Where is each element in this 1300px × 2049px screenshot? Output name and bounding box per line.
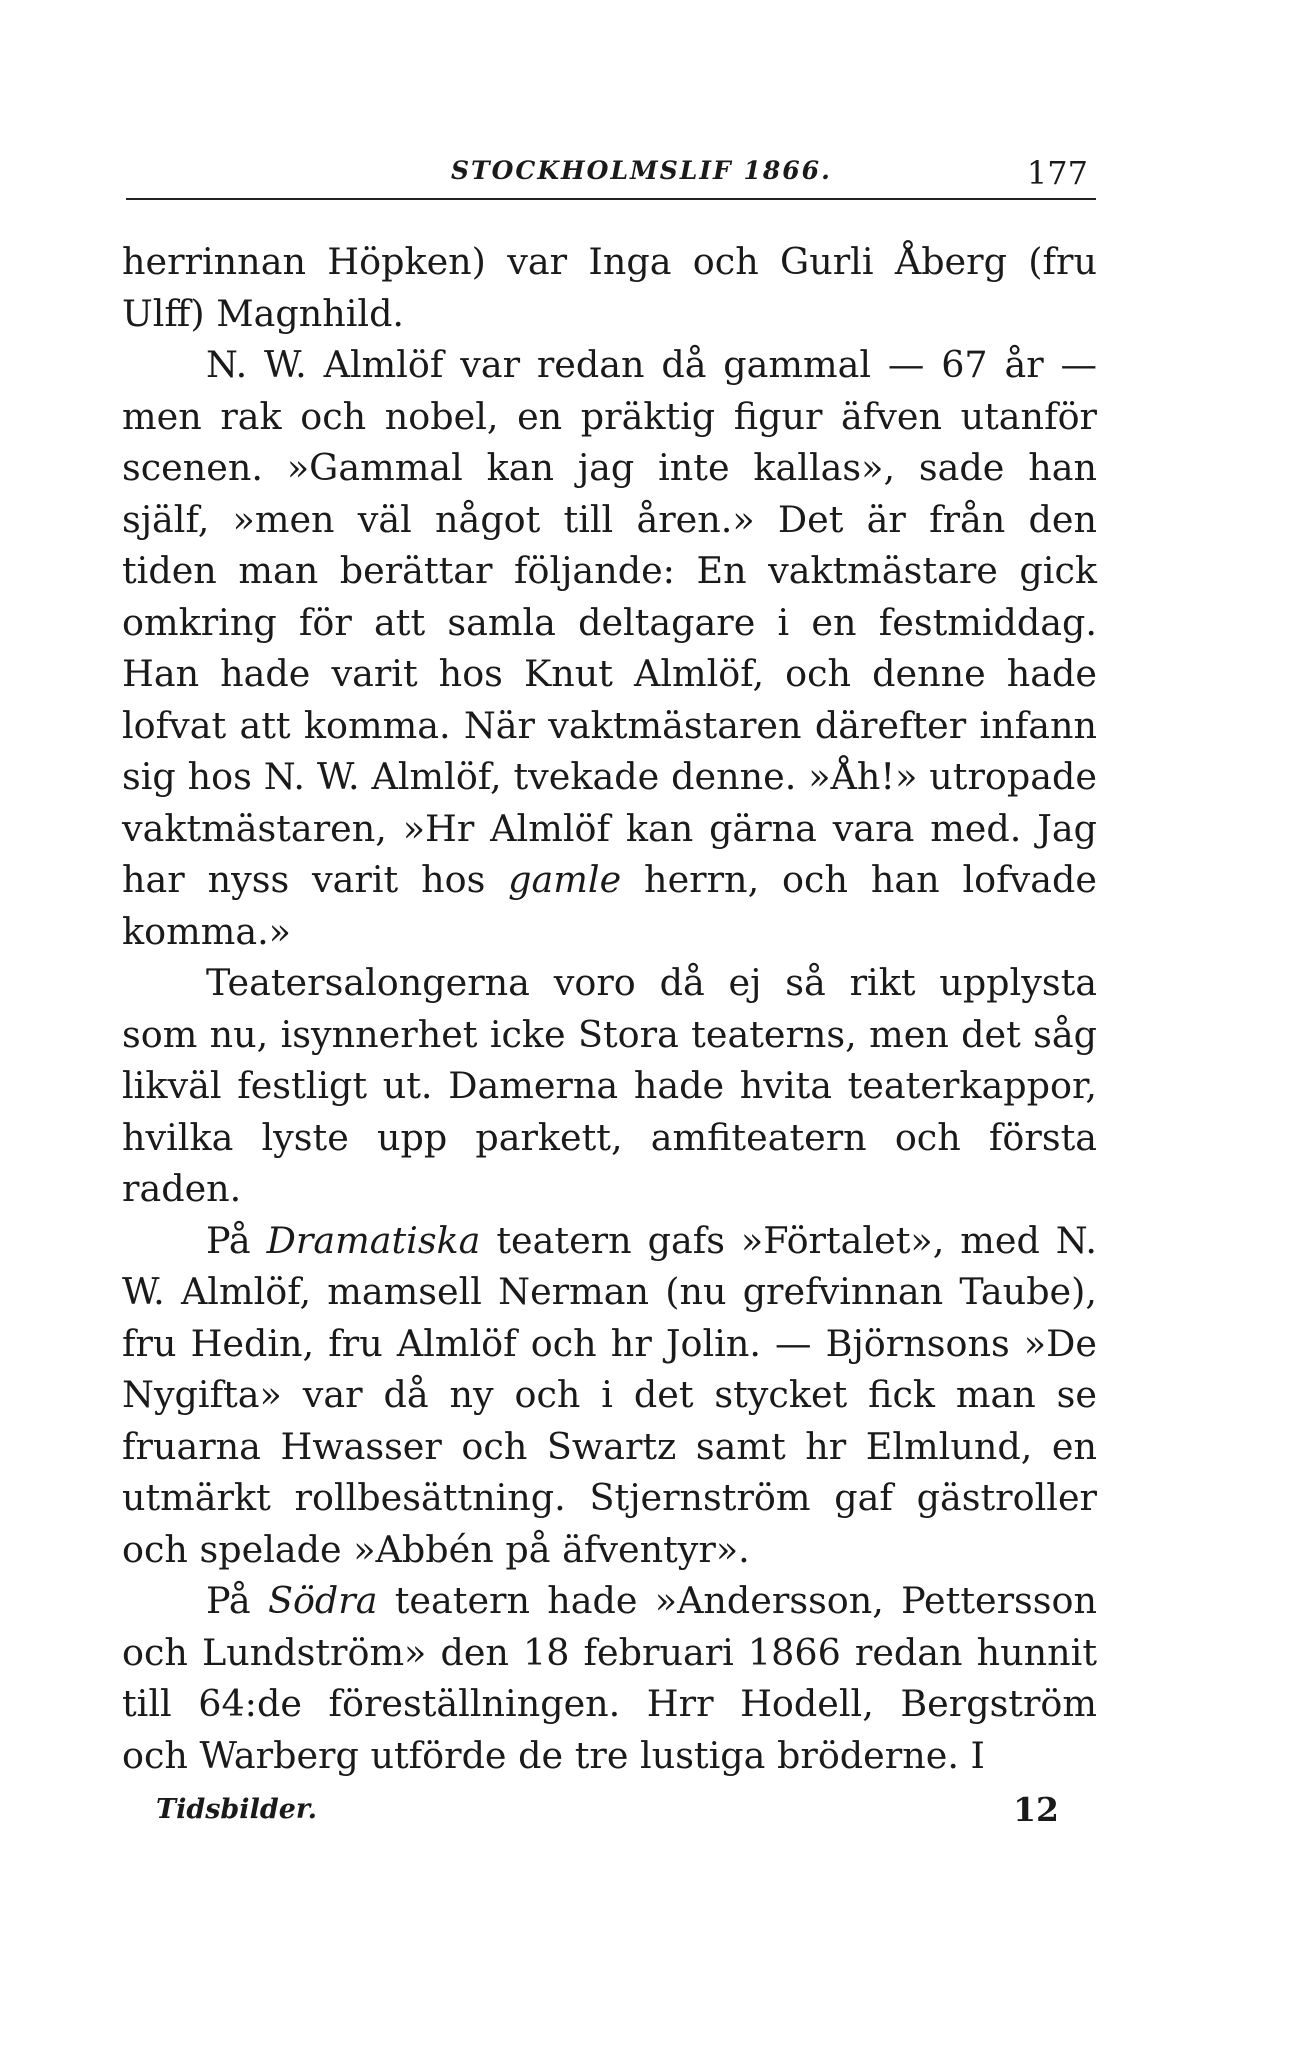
page-number: 177 <box>1026 154 1088 192</box>
gathering-number: 12 <box>1013 1790 1059 1829</box>
page-footer <box>156 1790 1071 1844</box>
header-rule <box>126 198 1096 200</box>
paragraph-1 <box>122 236 1097 339</box>
body-text <box>122 236 1097 1781</box>
paragraph-2-text-start: N. W. Almlöf var redan då gammal — 67 år — men rak och nobel, en präktig figur äfven utanför scenen. »Gammal kan jag inte kallas», sade han själf, »men väl något till åren.» Det är från den tiden man berättar följande: En vaktmästare gick omkring för att samla deltagare i en festmiddag. Han hade varit hos Knut Almlöf, och denne hade lofvat att komma. När vaktmästaren därefter infann sig hos N. W. Almlöf, tvekade denne. »Åh!» utropade vaktmästaren, »Hr Almlöf kan gärna vara med. Jag har nyss varit hos <box>122 343 1097 901</box>
paragraph-3 <box>122 957 1097 1215</box>
paragraph-2-text-end: herrn, och han lofvade komma.» <box>122 858 1097 953</box>
paragraph-5-text-start: På <box>206 1579 268 1622</box>
paragraph-1-text: herrinnan Höpken) var Inga och Gurli Åberg (fru Ulff) Magnhild. <box>122 240 1097 335</box>
running-title: STOCKHOLMSLIF 1866. <box>451 156 832 185</box>
paragraph-5-text-end: teatern hade »Andersson, Pettersson och Lundström» den 18 februari 1866 redan hunnit till 64:de föreställningen. Hrr Hodell, Bergström och Warberg utförde de tre lustiga bröderne. I <box>122 1579 1097 1777</box>
italic-word-dramatiska: Dramatiska <box>266 1218 481 1262</box>
paragraph-3-text: Teatersalongerna voro då ej så rikt upplysta som nu, isynnerhet icke Stora teaterns, men det såg likväl festligt ut. Damerna hade hvita teaterkappor, hvilka lyste upp parkett, amfiteatern och första raden. <box>122 961 1097 1210</box>
paragraph-5 <box>122 1575 1097 1781</box>
paragraph-4-text-start: På <box>206 1218 267 1262</box>
paragraph-4-text-end: teatern gafs »Förtalet», med N. W. Almlöf, mamsell Nerman (nu grefvinnan Taube), fru Hedin, fru Almlöf och hr Jolin. — Björnsons »De Nygifta» var då ny och i det stycket fick man se fruarna Hwasser och Swartz samt hr Elmlund, en utmärkt rollbesättning. Stjernström gaf gästroller och spelade »Abbén på äfventyr». <box>122 1218 1097 1571</box>
paragraph-2 <box>122 339 1097 957</box>
signature-mark: Tidsbilder. <box>156 1794 318 1825</box>
italic-word-gamle: gamle <box>508 858 622 901</box>
paragraph-4 <box>122 1215 1097 1576</box>
italic-word-sodra: Södra <box>267 1579 378 1622</box>
running-head <box>126 150 1096 210</box>
